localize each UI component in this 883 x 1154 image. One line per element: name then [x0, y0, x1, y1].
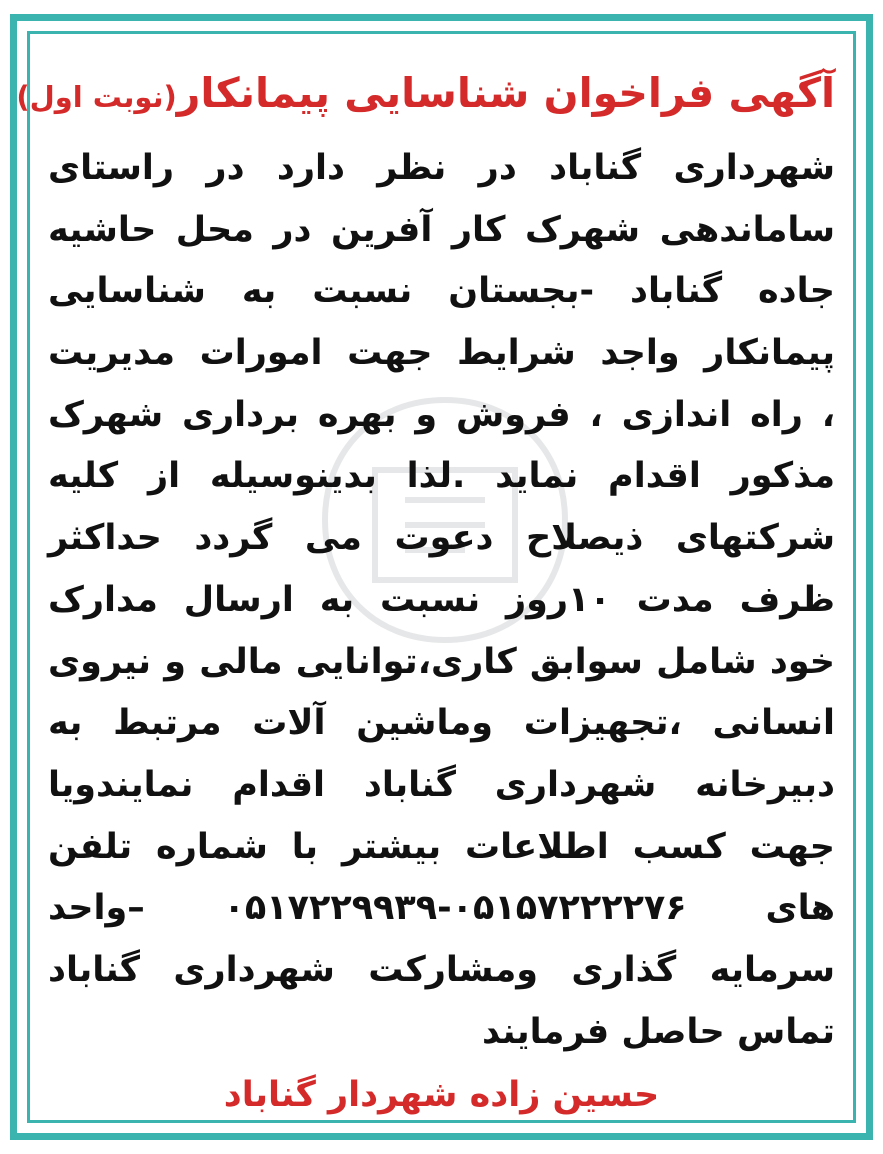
body-line: ظرف مدت ۱۰روز نسبت به ارسال مدارک: [48, 579, 836, 620]
body-line: مذکور اقدام نماید .لذا بدینوسیله از کلیه: [48, 456, 835, 497]
notice-content: [16, 58, 836, 1123]
notice-round-note: (نوبت اول): [16, 80, 177, 114]
body-line: ساماندهی شهرک کار آفرین در محل حاشیه: [48, 209, 835, 250]
notice-title-text: آگهی فراخوان شناسایی پیمانکار: [176, 69, 835, 117]
body-line: شرکتهای ذیصلاح دعوت می گردد حداکثر: [48, 518, 835, 559]
body-line: جهت کسب اطلاعات بیشتر با شماره تلفن: [48, 826, 835, 867]
body-line: دبیرخانه شهرداری گناباد اقدام نمایندویا: [48, 764, 835, 805]
body-line: انسانی ،تجهیزات وماشین آلات مرتبط به: [48, 703, 835, 744]
body-line: شهرداری گناباد در نظر دارد در راستای: [48, 148, 835, 188]
body-line: سرمایه گذاری ومشارکت شهرداری گناباد: [48, 949, 835, 990]
body-line: ، راه اندازی ، فروش و بهره برداری شهرک: [48, 394, 835, 435]
notice-signature: حسین زاده شهردار گناباد: [223, 1075, 660, 1116]
body-line: جاده گناباد -بجستان نسبت به شناسایی: [48, 271, 835, 312]
notice-body: [48, 138, 835, 1063]
notice-title: [16, 58, 835, 132]
body-line-phone-numbers: های ۰۵۱۵۷۲۲۲۲۷۶-۰۵۱۷۲۲۹۹۳۹ –واحد: [48, 888, 835, 929]
body-line: پیمانکار واجد شرایط جهت امورات مدیریت: [48, 333, 835, 374]
body-line: خود شامل سوابق کاری،توانایی مالی و نیروی: [48, 641, 835, 682]
body-line-last: تماس حاصل فرمایند: [482, 1011, 835, 1052]
